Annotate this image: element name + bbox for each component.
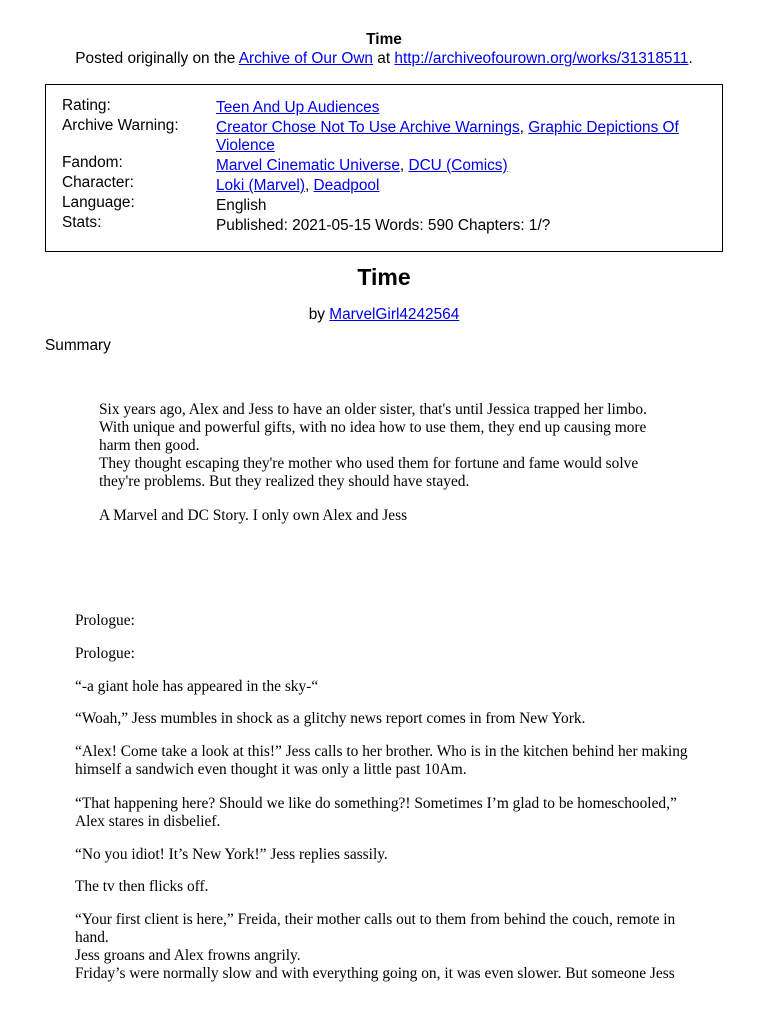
- rating-label: Rating:: [62, 97, 111, 114]
- stats-label: Stats:: [62, 214, 102, 231]
- tag-separator: ,: [519, 119, 529, 136]
- chapter-heading-paragraph: [75, 612, 135, 630]
- published-date: 2021-05-15: [292, 217, 371, 234]
- chapter-line: “No you idiot! It’s New York!” Jess replies sassily.: [75, 846, 388, 863]
- stats-value: [216, 217, 716, 235]
- fandom-tags: [216, 157, 716, 175]
- chapter-line: Prologue:: [75, 645, 135, 662]
- fandom-tag-link[interactable]: Marvel Cinematic Universe: [216, 157, 400, 174]
- summary-line: They thought escaping they're mother who used them for fortune and fame would solve: [99, 455, 639, 472]
- language-label: Language:: [62, 194, 135, 211]
- archive-of-our-own-link[interactable]: Archive of Our Own: [238, 50, 373, 67]
- word-count: 590: [427, 217, 454, 234]
- chapter-paragraph: [75, 795, 677, 831]
- chapter-line: “Woah,” Jess mumbles in shock as a glitchy news report comes in from New York.: [75, 710, 586, 727]
- meta-box: [45, 84, 723, 252]
- summary-heading: Summary: [45, 337, 111, 354]
- chapter-line: himself a sandwich even thought it was only a little past 10Am.: [75, 761, 467, 778]
- character-tag-link[interactable]: Deadpool: [313, 177, 380, 194]
- chapter-paragraph: [75, 878, 209, 896]
- chapter-line: Friday’s were normally slow and with everything going on, it was even slower. But someone Jess: [75, 965, 675, 982]
- words-label: Words:: [375, 217, 424, 234]
- rating-tag-link[interactable]: Teen And Up Audiences: [216, 99, 380, 116]
- chapter-count: 1/?: [528, 217, 551, 234]
- chapter-line: hand.: [75, 929, 109, 946]
- chapter-paragraph: [75, 743, 688, 779]
- posted-prefix-text: Posted originally on the: [75, 50, 236, 67]
- posted-at-text: at: [377, 50, 391, 67]
- byline: [0, 306, 768, 324]
- character-tags: [216, 177, 716, 195]
- published-label: Published:: [216, 217, 288, 234]
- character-tag-link[interactable]: Loki (Marvel): [216, 177, 305, 194]
- document-title: Time: [366, 31, 402, 48]
- archive-warning-tags: [216, 119, 716, 155]
- archive-warning-label: Archive Warning:: [62, 117, 179, 134]
- chapter-paragraph: [75, 678, 318, 696]
- chapter-paragraph: [75, 911, 675, 983]
- chapter-heading-paragraph: [75, 645, 135, 663]
- tag-separator: ,: [399, 157, 409, 174]
- summary-line: they're problems. But they realized they should have stayed.: [99, 473, 470, 490]
- work-url-link[interactable]: http://archiveofourown.org/works/31318511: [394, 50, 689, 67]
- work-title: Time: [357, 264, 411, 290]
- summary-block: [99, 401, 647, 491]
- chapter-line: “Alex! Come take a look at this!” Jess calls to her brother. Who is in the kitchen behind her making: [75, 743, 688, 760]
- chapters-label: Chapters:: [457, 217, 525, 234]
- summary-line: Six years ago, Alex and Jess to have an older sister, that's until Jessica trapped her limbo.: [99, 401, 647, 418]
- chapter-line: Prologue:: [75, 612, 135, 629]
- character-label: Character:: [62, 174, 134, 191]
- author-link[interactable]: MarvelGirl4242564: [329, 306, 460, 323]
- summary-note: A Marvel and DC Story. I only own Alex and Jess: [99, 507, 408, 524]
- fandom-label: Fandom:: [62, 154, 123, 171]
- summary-line: harm then good.: [99, 437, 200, 454]
- tag-separator: ,: [304, 177, 314, 194]
- chapter-paragraph: [75, 710, 585, 728]
- warning-tag-link[interactable]: Graphic Depictions Of Violence: [216, 119, 679, 154]
- chapter-paragraph: [75, 846, 388, 864]
- chapter-line: Jess groans and Alex frowns angrily.: [75, 947, 301, 964]
- posted-line: [0, 50, 768, 68]
- summary-line: With unique and powerful gifts, with no idea how to use them, they end up causing more: [99, 419, 647, 436]
- rating-tags: [216, 99, 716, 117]
- byline-by-text: by: [308, 306, 325, 323]
- posted-suffix-text: .: [688, 50, 693, 67]
- fandom-tag-link[interactable]: DCU (Comics): [408, 157, 508, 174]
- chapter-line: “That happening here? Should we like do something?! Sometimes I’m glad to be homeschooled,”: [75, 795, 677, 812]
- chapter-line: “-a giant hole has appeared in the sky-“: [75, 678, 319, 695]
- warning-tag-link[interactable]: Creator Chose Not To Use Archive Warnings: [216, 119, 520, 136]
- chapter-line: Alex stares in disbelief.: [75, 813, 221, 830]
- chapter-line: The tv then flicks off.: [75, 878, 209, 895]
- language-value: English: [216, 197, 267, 214]
- chapter-line: “Your first client is here,” Freida, their mother calls out to them from behind the couch, remote in: [75, 911, 676, 928]
